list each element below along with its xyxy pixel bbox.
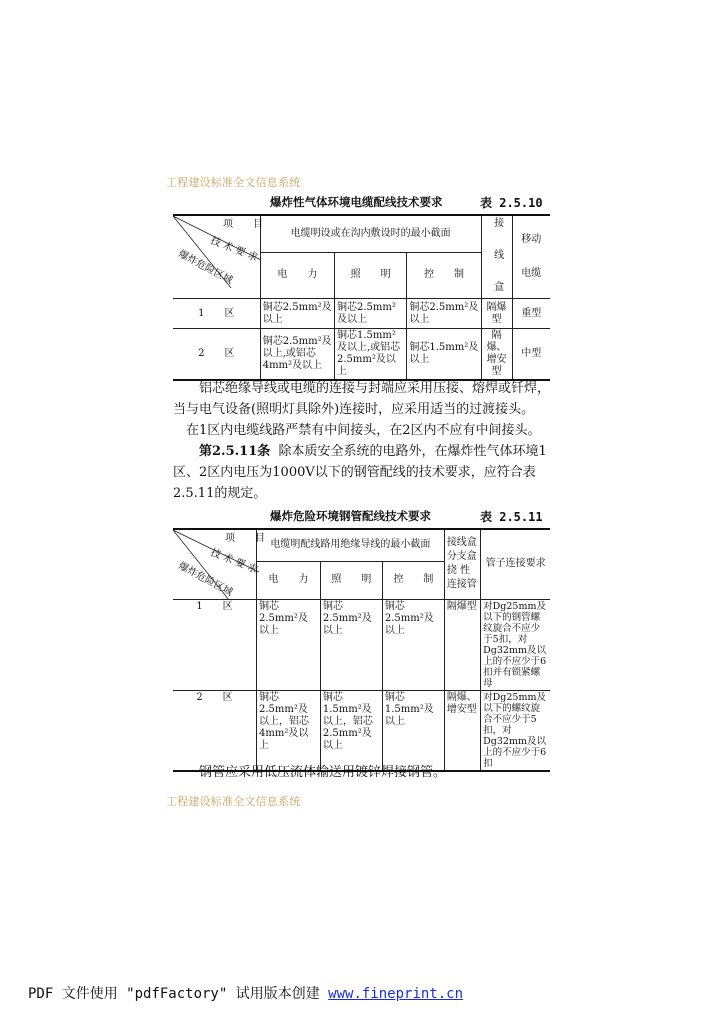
table2-diag-zone: 爆炸危险区域	[176, 560, 235, 599]
table2-number: 表 2.5.11	[480, 510, 543, 524]
table1-header-junction: 接 线 盒	[481, 215, 512, 299]
watermark-bottom: 工程建设标准全文信息系统	[166, 795, 301, 808]
table2-title: 爆炸危险环境钢管配线技术要求	[270, 509, 431, 523]
table1-header-power: 电 力	[260, 252, 334, 298]
paragraph-steel-pipe: 钢管应采用低压流体输送用镀锌焊接钢管。	[199, 765, 447, 780]
paragraph-clause	[173, 441, 553, 504]
table2-row1-control: 铜芯2.5mm²及以上	[382, 599, 444, 690]
table1-row2-box: 隔爆、增安型	[481, 329, 512, 381]
table-row	[173, 329, 550, 381]
table2-row1-pipe: 对Dg25mm及以下的钢管螺纹旋合不应少于5扣，对Dg32mm及以上的不应少于6扣并有锁紧螺母	[481, 599, 550, 690]
table2-header-box: 接线盒分支盒挠 性连接管	[444, 529, 480, 599]
table2-diag-item: 项 目	[225, 533, 265, 544]
table1-diag-req: 技 术 要 求	[208, 235, 259, 264]
table2-row2-box: 隔爆、增安型	[444, 690, 480, 771]
footer-link[interactable]: www.fineprint.cn	[328, 986, 464, 1002]
table2-row2-light: 铜芯1.5mm²及以上，铝芯2.5mm²及以上	[320, 690, 382, 771]
table2-header-light: 照 明	[320, 561, 382, 599]
clause-text: 除本质安全系统的电路外，在爆炸性气体环境1区、2区内电压为1000V以下的钢管配线的技术要求，应符合表2.5.11的规定。	[173, 444, 547, 501]
table2-row1-box: 隔爆型	[444, 599, 480, 690]
table1-header-section: 电缆明设或在沟内敷设时的最小截面	[260, 215, 481, 252]
table2-row1-power: 铜芯2.5mm²及以上	[257, 599, 321, 690]
table1-row2-control: 铜芯1.5mm²及以上	[407, 329, 481, 381]
table2-diagonal-header	[173, 529, 265, 599]
table1-diagonal-header	[173, 215, 263, 299]
table2	[173, 528, 550, 772]
table-row	[173, 599, 550, 690]
watermark-top: 工程建设标准全文信息系统	[166, 176, 301, 189]
table1-header-light: 照 明	[335, 252, 407, 298]
table2-row2-control: 铜芯1.5mm²及以上	[382, 690, 444, 771]
table2-row1-light: 铜芯2.5mm²及以上	[320, 599, 382, 690]
paragraph-aluminum: 铝芯绝缘导线或电缆的连接与封端应采用压接、熔焊或钎焊，当与电气设备(照明灯具除外)连接时，应采用适当的过渡接头。	[173, 381, 551, 417]
table2-row2-zone: 2 区	[173, 690, 257, 771]
paragraph-joints: 在1区内电缆线路严禁有中间接头，在2区内不应有中间接头。	[186, 423, 541, 438]
table1-header-mobile-2: 电缆	[521, 268, 542, 279]
table1-row1-light: 铜芯2.5mm²及以上	[335, 299, 407, 329]
table1-row2-mobile: 中型	[512, 329, 550, 381]
table2-row1-zone: 1 区	[173, 599, 257, 690]
table1-row2-power: 铜芯2.5mm²及以上,或铝芯4mm²及以上	[260, 329, 334, 381]
table1	[173, 214, 550, 381]
table1-header-mobile	[512, 215, 550, 299]
table1-row1-power: 铜芯2.5mm²及以上	[260, 299, 334, 329]
table-row	[173, 690, 550, 771]
table1-header-control: 控 制	[407, 252, 481, 298]
table2-diag-req: 技 术 要 求	[208, 547, 259, 576]
table1-diag-item: 项 目	[223, 219, 263, 230]
table1-row2-zone: 2 区	[173, 329, 260, 381]
footer-text: PDF 文件使用 "pdfFactory" 试用版本创建	[28, 986, 329, 1002]
table2-header-section: 电缆明配线路用绝缘导线的最小截面	[257, 529, 445, 561]
table2-header-power: 电 力	[257, 561, 321, 599]
table2-row2-power: 铜芯2.5mm²及以上，铝芯4mm²及以上	[257, 690, 321, 771]
table2-header-control: 控 制	[382, 561, 444, 599]
table2-header-pipe: 管子连接要求	[481, 529, 550, 599]
table1-title: 爆炸性气体环境电缆配线技术要求	[270, 195, 443, 209]
table2-row2-pipe: 对Dg25mm及以下的螺纹旋合不应少于5扣，对Dg32mm及以上的不应少于6扣	[481, 690, 550, 771]
table1-row2-light: 铜芯1.5mm²及以上,或铝芯2.5mm²及以上	[335, 329, 407, 381]
table1-header-mobile-1: 移动	[521, 234, 542, 245]
pdf-footer	[28, 983, 463, 1003]
table1-row1-zone: 1 区	[173, 299, 260, 329]
table1-row1-mobile: 重型	[512, 299, 550, 329]
table1-row1-box: 隔爆型	[481, 299, 512, 329]
clause-label: 第2.5.11条	[199, 444, 271, 459]
table1-row1-control: 铜芯2.5mm²及以上	[407, 299, 481, 329]
table1-number: 表 2.5.10	[480, 196, 543, 210]
table-row	[173, 299, 550, 329]
table1-diag-zone: 爆炸危险区域	[176, 248, 235, 287]
